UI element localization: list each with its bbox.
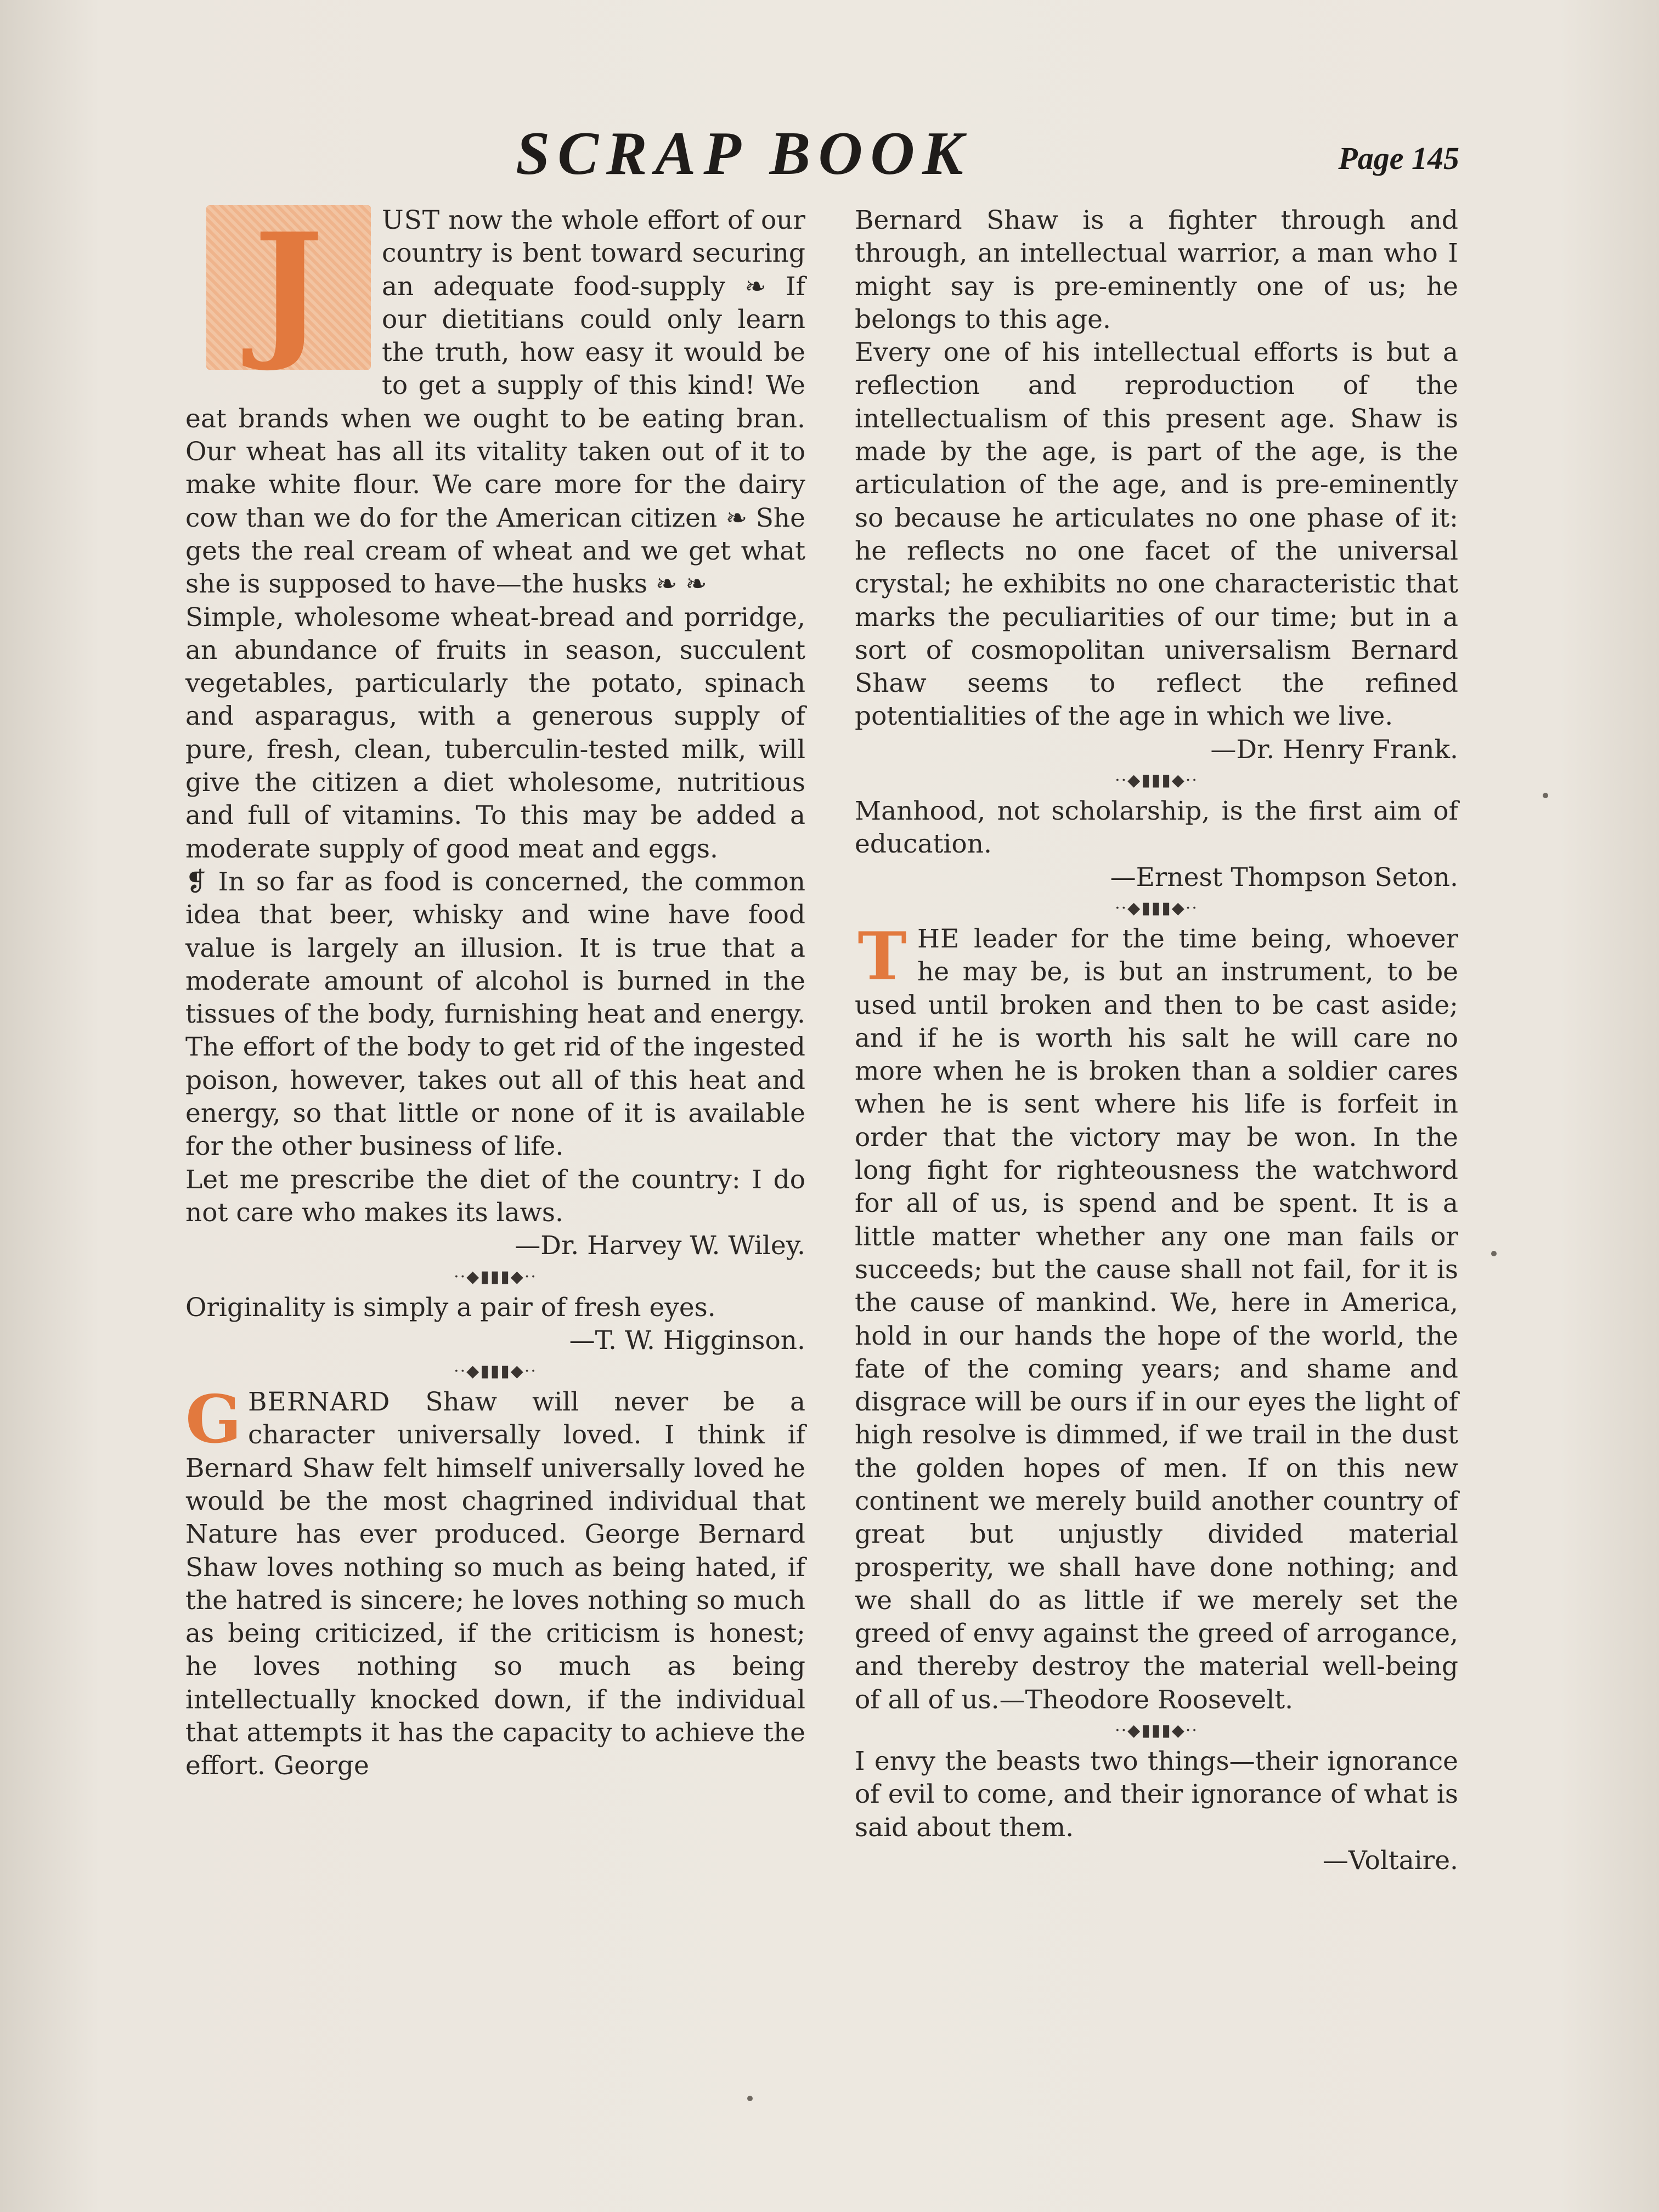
right-column — [855, 204, 1458, 1877]
paragraph-food-supply — [185, 200, 805, 601]
paragraph-text: now the whole effort of our country is bent toward securing an adequate food-supply ❧ If our dietitians could only learn the truth, how easy it would be to get a supply of this kind! We eat brands when we ought to be eating bran. Our wheat has all its vitality taken out of it to make white flour. We care more for the dairy cow than we do for the American citizen ❧ She gets the real cream of wheat and we get what she is supposed to have—the husks ❧ ❧ — [185, 205, 805, 600]
attribution-seton: —Ernest Thompson Seton. — [1110, 862, 1458, 893]
initial-letter: G — [185, 1381, 242, 1459]
paragraph-text: leader for the time being, whoever he may be, is but an instrument, to be used until broken and then to be cast aside; and if he is worth his salt he will care no more when he is broken than a soldier cares when he is sent where his life is forfeit in order that the victory may be won. In the long fight for righteousness the watchword for all of us, is spend and be spent. It is a little matter whether any one man fails or succeeds; but the cause shall not fail, for it is the cause of mankind. We, here in America, hold in our hands the hope of the world, the fate of the coming years; and shame and disgrace will be ours if in our eyes the light of high resolve is dimmed, if we trail in the dust the golden hopes of men. If on this new continent we merely build another country of great but unjustly divided material prosperity, we shall have done nothing; and we shall do as little if we merely set the greed of envy against the greed of arrogance, and thereby destroy the material well-being of all of us.—Theodore Roosevelt. — [855, 923, 1458, 1715]
ornament-divider: ··◆▮▮▮◆·· — [454, 1267, 537, 1286]
lead-word: HE — [917, 923, 960, 954]
attribution-higginson: —T. W. Higginson. — [569, 1325, 805, 1356]
quote-manhood: Manhood, not scholarship, is the first aim of education. — [855, 796, 1458, 860]
paragraph-shaw — [185, 1381, 805, 1783]
paragraph-alcohol: ❡ In so far as food is concerned, the common idea that beer, whisky and wine have food value is largely an illusion. It is true that a moderate amount of alcohol is burned in the tissues of the body, furnishing heat and energy. The effort of the body to get rid of the ingested poison, however, takes out all of this heat and energy, so that little or none of it is available for the other business of life. — [185, 866, 805, 1162]
paragraph-intellectual: Every one of his intellectual efforts is but a reflection and reproduction of the intellectualism of this present age. Shaw is made by the age, is part of the age, is the articulation of the age, and is pre-eminently so because he articulates no one phase of it: he reflects no one facet of the universal crystal; he exhibits no one characteristic that marks the peculiarities of our time; but in a sort of cosmopolitan universalism Bernard Shaw seems to reflect the refined potentialities of the age in which we live. — [855, 337, 1458, 732]
paragraph-prescribe: Let me prescribe the diet of the country: I do not care who makes its laws. — [185, 1164, 805, 1228]
page-header — [516, 120, 1459, 188]
attribution-voltaire: —Voltaire. — [1322, 1845, 1458, 1876]
paper-speck — [1543, 793, 1548, 798]
attribution-frank: —Dr. Henry Frank. — [1210, 734, 1458, 765]
lead-word: UST — [382, 205, 441, 235]
paper-speck — [1491, 1251, 1497, 1256]
paragraph-diet: Simple, wholesome wheat-bread and porridge, an abundance of fruits in season, succulent vegetables, particularly the potato, spinach and asparagus, with a generous supply of pure, fresh, clean, tuberculin-tested milk, will give the citizen a diet wholesome, nutritious and full of vitamins. To this may be added a moderate supply of good meat and eggs. — [185, 602, 805, 864]
ornament-divider: ··◆▮▮▮◆·· — [1115, 771, 1198, 791]
lead-word: BERNARD — [248, 1387, 391, 1418]
ornament-divider: ··◆▮▮▮◆·· — [454, 1362, 537, 1381]
page-number: Page 145 — [1338, 140, 1459, 176]
paragraph-text: Shaw will never be a character universally loved. I think if Bernard Shaw felt himself universally loved he would be the most chagrined individual that Nature has ever produced. George Bernard Shaw loves nothing so much as being hated, if the hatred is sincere; he loves nothing so much as being criticized, if the criticism is honest; he loves nothing so much as being intellectually knocked down, if the individual that attempts it has the capacity to achieve the effort. George — [185, 1387, 805, 1781]
quote-voltaire: I envy the beasts two things—their ignorance of evil to come, and their ignorance of what is said about them. — [855, 1746, 1458, 1843]
ornament-divider: ··◆▮▮▮◆·· — [1115, 1721, 1198, 1741]
attribution-wiley: —Dr. Harvey W. Wiley. — [515, 1231, 805, 1261]
left-column — [185, 200, 805, 1783]
paragraph-roosevelt — [855, 917, 1458, 1717]
initial-letter: T — [857, 917, 907, 995]
paper-speck — [747, 2096, 753, 2101]
quote-originality: Originality is simply a pair of fresh eyes. — [185, 1292, 716, 1323]
masthead-title: SCRAP BOOK — [516, 120, 971, 188]
illuminated-initial: J — [206, 205, 371, 370]
paragraph-shaw-continued: Bernard Shaw is a fighter through and through, an intellectual warrior, a man who I might say is pre-eminently one of us; he belongs to this age. — [855, 205, 1458, 335]
ornament-divider: ··◆▮▮▮◆·· — [1115, 898, 1198, 918]
